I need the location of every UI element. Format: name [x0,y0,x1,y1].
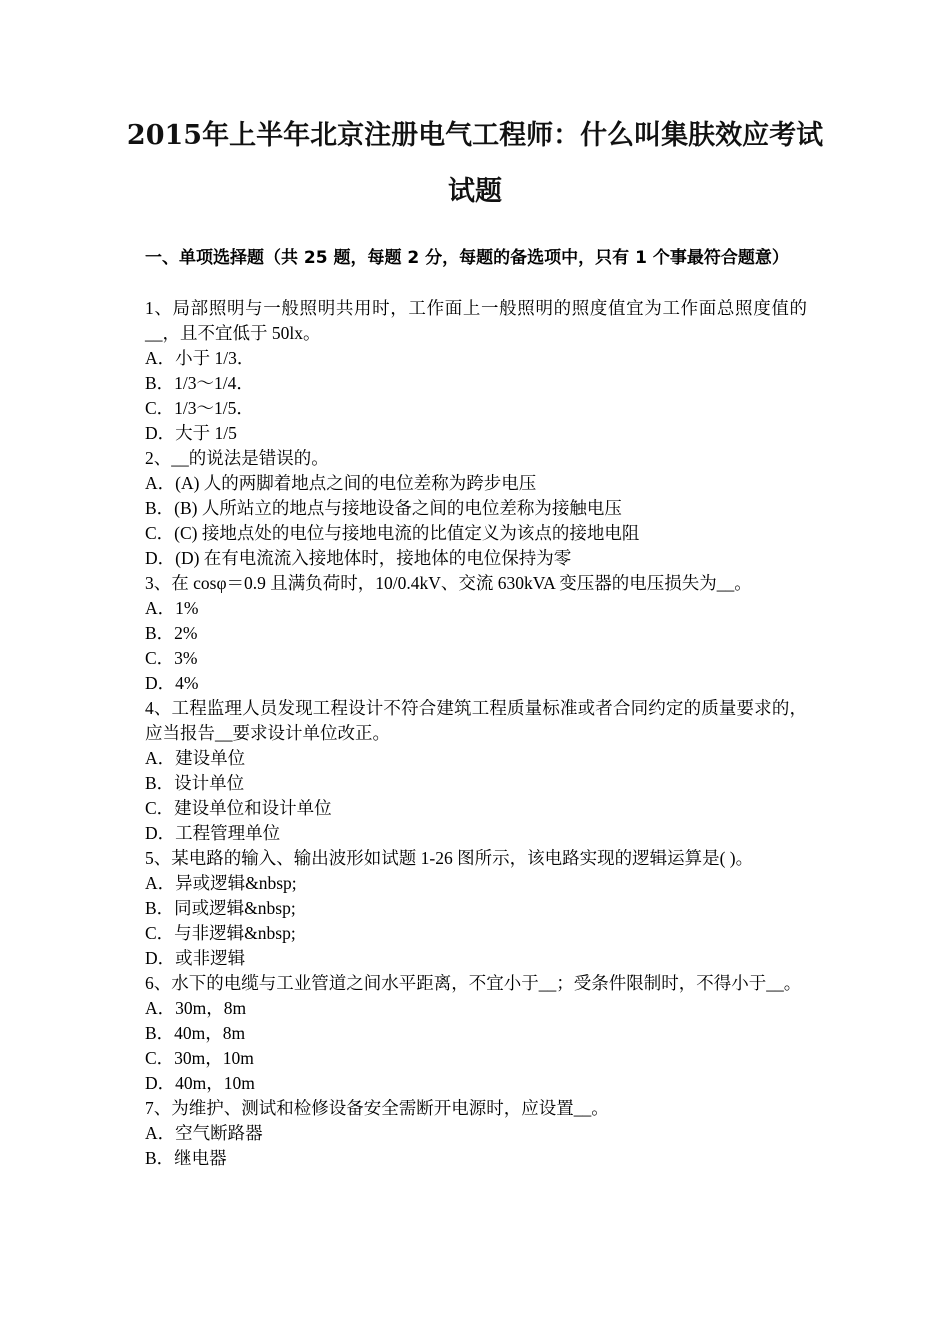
question-list [145,296,807,1171]
question-block [145,696,807,846]
answer-option: C．1/3～1/5． [145,398,254,418]
question-stem: 6、水下的电缆与工业管道之间水平距离，不宜小于__；受条件限制时，不得小于__。 [145,973,802,993]
question-block [145,846,807,971]
answer-option: C．3% [145,648,198,668]
answer-option: D．40m，10m [145,1073,255,1093]
answer-option: A．(A) 人的两脚着地点之间的电位差称为跨步电压 [145,473,537,493]
answer-option: C．与非逻辑&nbsp; [145,923,296,943]
answer-option: B．设计单位 [145,773,245,793]
question-stem: 5、某电路的输入、输出波形如试题 1-26 图所示，该电路实现的逻辑运算是( )。 [145,848,754,868]
answer-option: A．空气断路器 [145,1123,263,1143]
question-stem: 1、局部照明与一般照明共用时，工作面上一般照明的照度值宜为工作面总照度值的__，且不宜低于 50lx。 [145,298,807,343]
document-title-line-1: 2015年上半年北京注册电气工程师：什么叫集肤效应考试 [126,120,824,151]
question-stem: 3、在 cosφ＝0.9 且满负荷时，10/0.4kV、交流 630kVA 变压器的电压损失为__。 [145,573,752,593]
question-stem: 4、工程监理人员发现工程设计不符合建筑工程质量标准或者合同约定的质量要求的，应当报告__要求设计单位改正。 [145,698,807,743]
answer-option: B．2% [145,623,198,643]
answer-option: A．30m，8m [145,998,247,1018]
question-block [145,296,807,446]
answer-option: C．30m，10m [145,1048,254,1068]
answer-option: D．工程管理单位 [145,823,281,843]
question-block [145,446,807,571]
answer-option: C．建设单位和设计单位 [145,798,332,818]
answer-option: B．(B) 人所站立的地点与接地设备之间的电位差称为接触电压 [145,498,622,518]
section-heading: 一、单项选择题（共 25 题，每题 2 分，每题的备选项中，只有 1 个事最符合题意） [145,248,789,268]
answer-option: A．建设单位 [145,748,246,768]
question-stem: 7、为维护、测试和检修设备安全需断开电源时，应设置__。 [145,1098,609,1118]
answer-option: B．同或逻辑&nbsp; [145,898,296,918]
question-block [145,1096,807,1171]
question-stem: 2、__的说法是错误的。 [145,448,329,468]
answer-option: A．1% [145,598,199,618]
answer-option: B．继电器 [145,1148,227,1168]
answer-option: B．40m，8m [145,1023,246,1043]
answer-option: D．4% [145,673,199,693]
answer-option: D．或非逻辑 [145,948,246,968]
answer-option: C．(C) 接地点处的电位与接地电流的比值定义为该点的接地电阻 [145,523,640,543]
answer-option: A．小于 1/3． [145,348,255,368]
question-block [145,971,807,1096]
document-title-line-2: 试题 [448,176,502,207]
answer-option: D．(D) 在有电流流入接地体时，接地体的电位保持为零 [145,548,572,568]
answer-option: A．异或逻辑&nbsp; [145,873,297,893]
answer-option: D．大于 1/5 [145,423,237,443]
answer-option: B．1/3～1/4． [145,373,254,393]
question-block [145,571,807,696]
